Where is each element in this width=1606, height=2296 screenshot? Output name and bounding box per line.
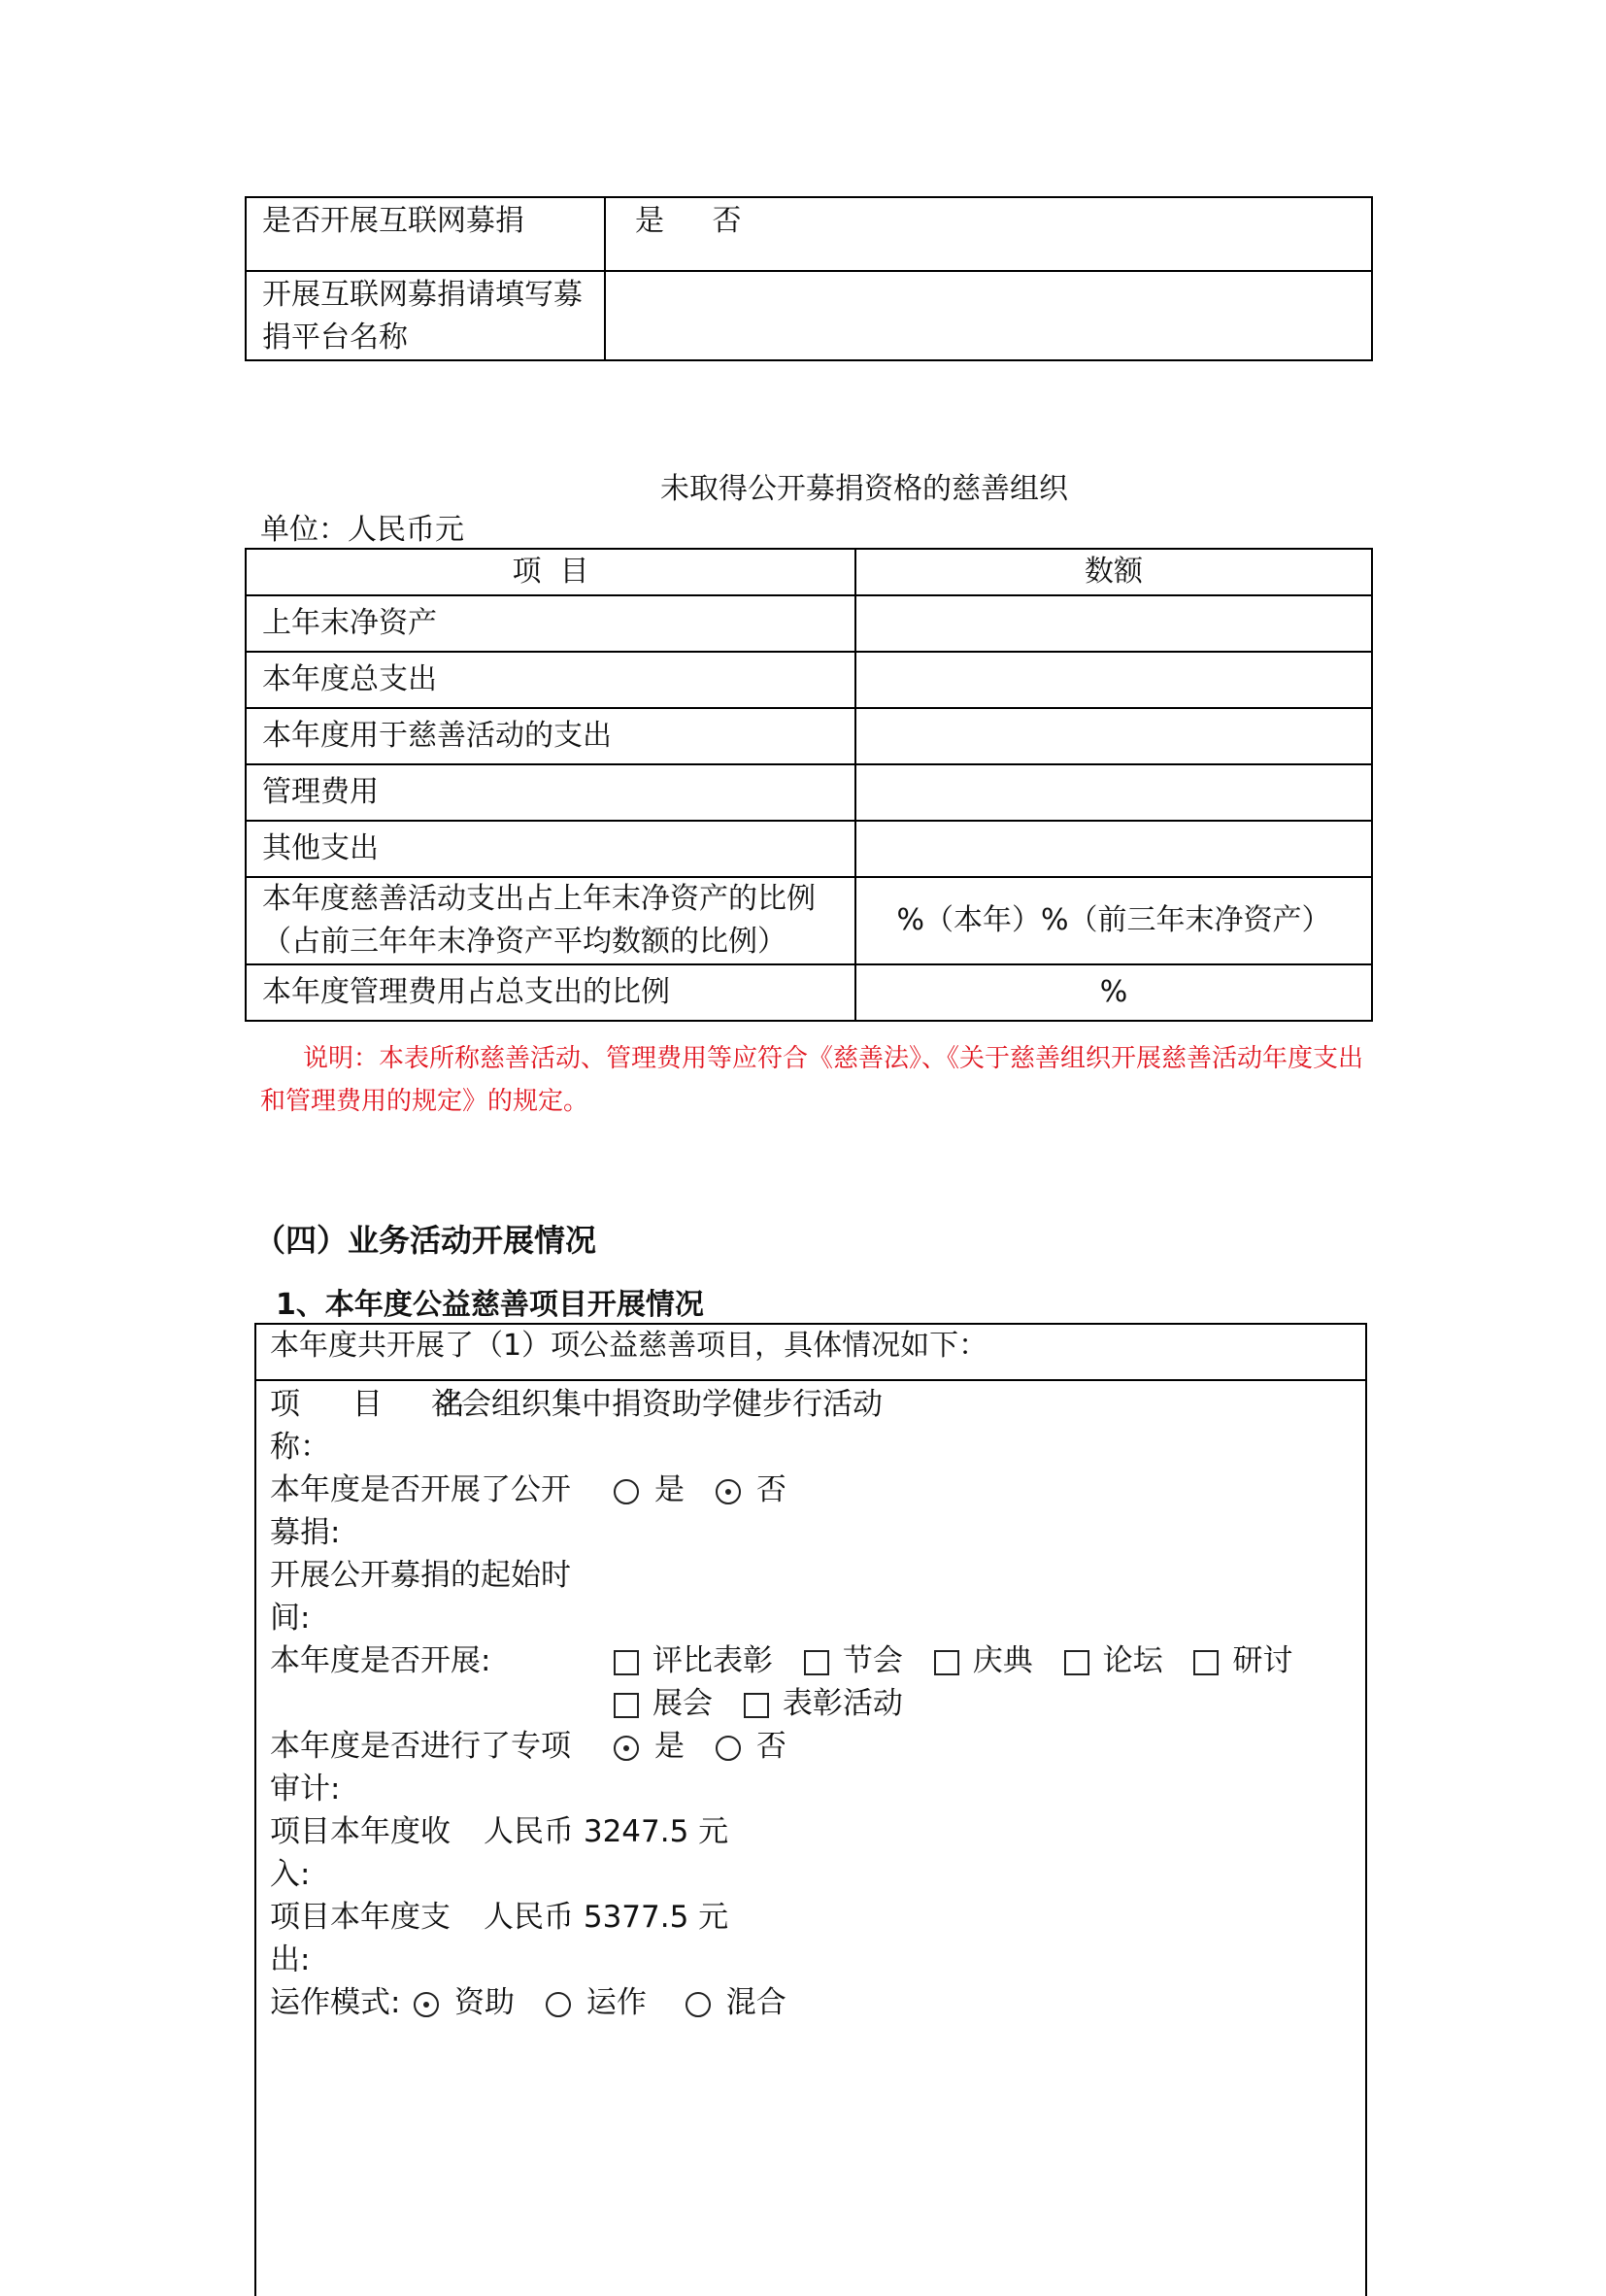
table-row (246, 271, 1372, 360)
table-caption: 未取得公开募捐资格的慈善组织 (660, 472, 1068, 506)
table-row (246, 821, 1372, 877)
option-no: 否 (755, 1729, 786, 1764)
row-label: 本年度用于慈善活动的支出 (246, 708, 855, 764)
radio-icon[interactable] (614, 1479, 639, 1504)
activities-options (614, 1639, 1361, 1725)
expense-label-line1: 项目本年度支 (270, 1900, 451, 1935)
table-header-row (246, 549, 1372, 595)
mgmt-ratio-label: 本年度管理费用占总支出的比例 (246, 964, 855, 1021)
mode-option: 资助 (454, 1985, 515, 2020)
checkbox-icon[interactable] (1064, 1650, 1089, 1675)
ratio-label-line1: 本年度慈善活动支出占上年末净资产的比例 (262, 882, 816, 916)
mode-option: 混合 (725, 1985, 786, 2020)
project-name-label-line1: 项 目 名 (270, 1387, 486, 1422)
platform-name-label-line2: 捐平台名称 (262, 321, 408, 355)
option-yes[interactable]: 是 (635, 204, 664, 238)
start-time-label (270, 1554, 600, 1639)
row-value[interactable] (855, 652, 1372, 708)
table-row (246, 764, 1372, 821)
subsection-title: 1、本年度公益慈善项目开展情况 (276, 1288, 704, 1322)
operation-mode-label: 运作模式: (270, 1985, 401, 2020)
public-fundraising-options (614, 1469, 1361, 1511)
special-audit-label (270, 1725, 600, 1810)
header-item: 项 目 (246, 549, 855, 595)
internet-fundraising-table (245, 196, 1373, 361)
radio-selected-icon[interactable] (614, 1736, 639, 1761)
option-no[interactable]: 否 (712, 204, 742, 238)
ratio-label-line2: （占前三年年末净资产平均数额的比例） (262, 925, 786, 959)
activity-option: 研讨 (1232, 1643, 1293, 1678)
special-audit-label-line1: 本年度是否进行了专项 (270, 1729, 571, 1764)
radio-icon[interactable] (686, 1992, 711, 2017)
row-value[interactable] (855, 708, 1372, 764)
project-name-value: 社会组织集中捐资助学健步行活动 (431, 1387, 883, 1422)
unit-label: 单位：人民币元 (260, 513, 464, 547)
section-title: （四）业务活动开展情况 (254, 1222, 597, 1259)
operation-mode-options (414, 1981, 1161, 2024)
radio-selected-icon[interactable] (716, 1479, 741, 1504)
radio-icon[interactable] (716, 1736, 741, 1761)
activity-option: 评比表彰 (652, 1643, 773, 1678)
activity-option: 节会 (842, 1643, 903, 1678)
row-label: 上年末净资产 (246, 595, 855, 652)
row-value[interactable] (855, 595, 1372, 652)
start-time-label-line1: 开展公开募捐的起始时 (270, 1558, 571, 1593)
platform-name-label (246, 271, 605, 360)
table-row (246, 964, 1372, 1021)
public-fundraising-label-line2: 募捐: (270, 1515, 341, 1550)
income-label-line2: 入: (270, 1857, 311, 1892)
table-row (246, 708, 1372, 764)
internet-fundraising-options (605, 197, 1372, 271)
project-name-label-line2: 称： (270, 1430, 330, 1465)
row-value[interactable] (855, 764, 1372, 821)
expense-label-line2: 出: (270, 1942, 311, 1977)
ratio-label (246, 877, 855, 964)
option-yes: 是 (654, 1729, 685, 1764)
table-row (246, 595, 1372, 652)
mode-option: 运作 (586, 1985, 647, 2020)
project-intro: 本年度共开展了（1）项公益慈善项目，具体情况如下： (270, 1329, 988, 1363)
activity-option: 庆典 (972, 1643, 1033, 1678)
activity-option: 展会 (652, 1686, 713, 1721)
row-label: 管理费用 (246, 764, 855, 821)
public-fundraising-label-line1: 本年度是否开展了公开 (270, 1472, 571, 1507)
row-value[interactable] (855, 821, 1372, 877)
checkbox-icon[interactable] (1193, 1650, 1219, 1675)
radio-icon[interactable] (546, 1992, 571, 2017)
platform-name-field[interactable] (605, 271, 1372, 360)
header-amount: 数额 (855, 549, 1372, 595)
checkbox-icon[interactable] (614, 1693, 639, 1718)
table-row (246, 652, 1372, 708)
ratio-value[interactable]: %（本年）%（前三年末净资产） (855, 877, 1372, 964)
table-row (246, 197, 1372, 271)
public-fundraising-label (270, 1469, 600, 1554)
income-label-line1: 项目本年度收 (270, 1814, 451, 1849)
checkbox-icon[interactable] (614, 1650, 639, 1675)
income-value: 人民币 3247.5 元 (484, 1814, 729, 1849)
special-audit-options (614, 1725, 1361, 1768)
option-no: 否 (755, 1472, 786, 1507)
checkbox-icon[interactable] (804, 1650, 829, 1675)
special-audit-label-line2: 审计: (270, 1772, 341, 1806)
row-label: 本年度总支出 (246, 652, 855, 708)
internet-fundraising-label: 是否开展互联网募捐 (246, 197, 605, 271)
row-label: 其他支出 (246, 821, 855, 877)
radio-selected-icon[interactable] (414, 1992, 439, 2017)
activity-option: 表彰活动 (782, 1686, 903, 1721)
activity-option: 论坛 (1102, 1643, 1163, 1678)
checkbox-icon[interactable] (934, 1650, 959, 1675)
note-text: 说明：本表所称慈善活动、管理费用等应符合《慈善法》、《关于慈善组织开展慈善活动年度支出和管理费用的规定》的规定。 (260, 1044, 1364, 1116)
option-yes: 是 (654, 1472, 685, 1507)
mgmt-ratio-value[interactable]: % (855, 964, 1372, 1021)
finance-table (245, 548, 1373, 1022)
checkbox-icon[interactable] (744, 1693, 769, 1718)
expense-value: 人民币 5377.5 元 (484, 1900, 729, 1935)
start-time-label-line2: 间: (270, 1601, 311, 1636)
table-row (246, 877, 1372, 964)
project-box-divider (254, 1379, 1366, 1381)
activities-label: 本年度是否开展: (270, 1643, 491, 1678)
platform-name-label-line1: 开展互联网募捐请填写募 (262, 278, 583, 312)
